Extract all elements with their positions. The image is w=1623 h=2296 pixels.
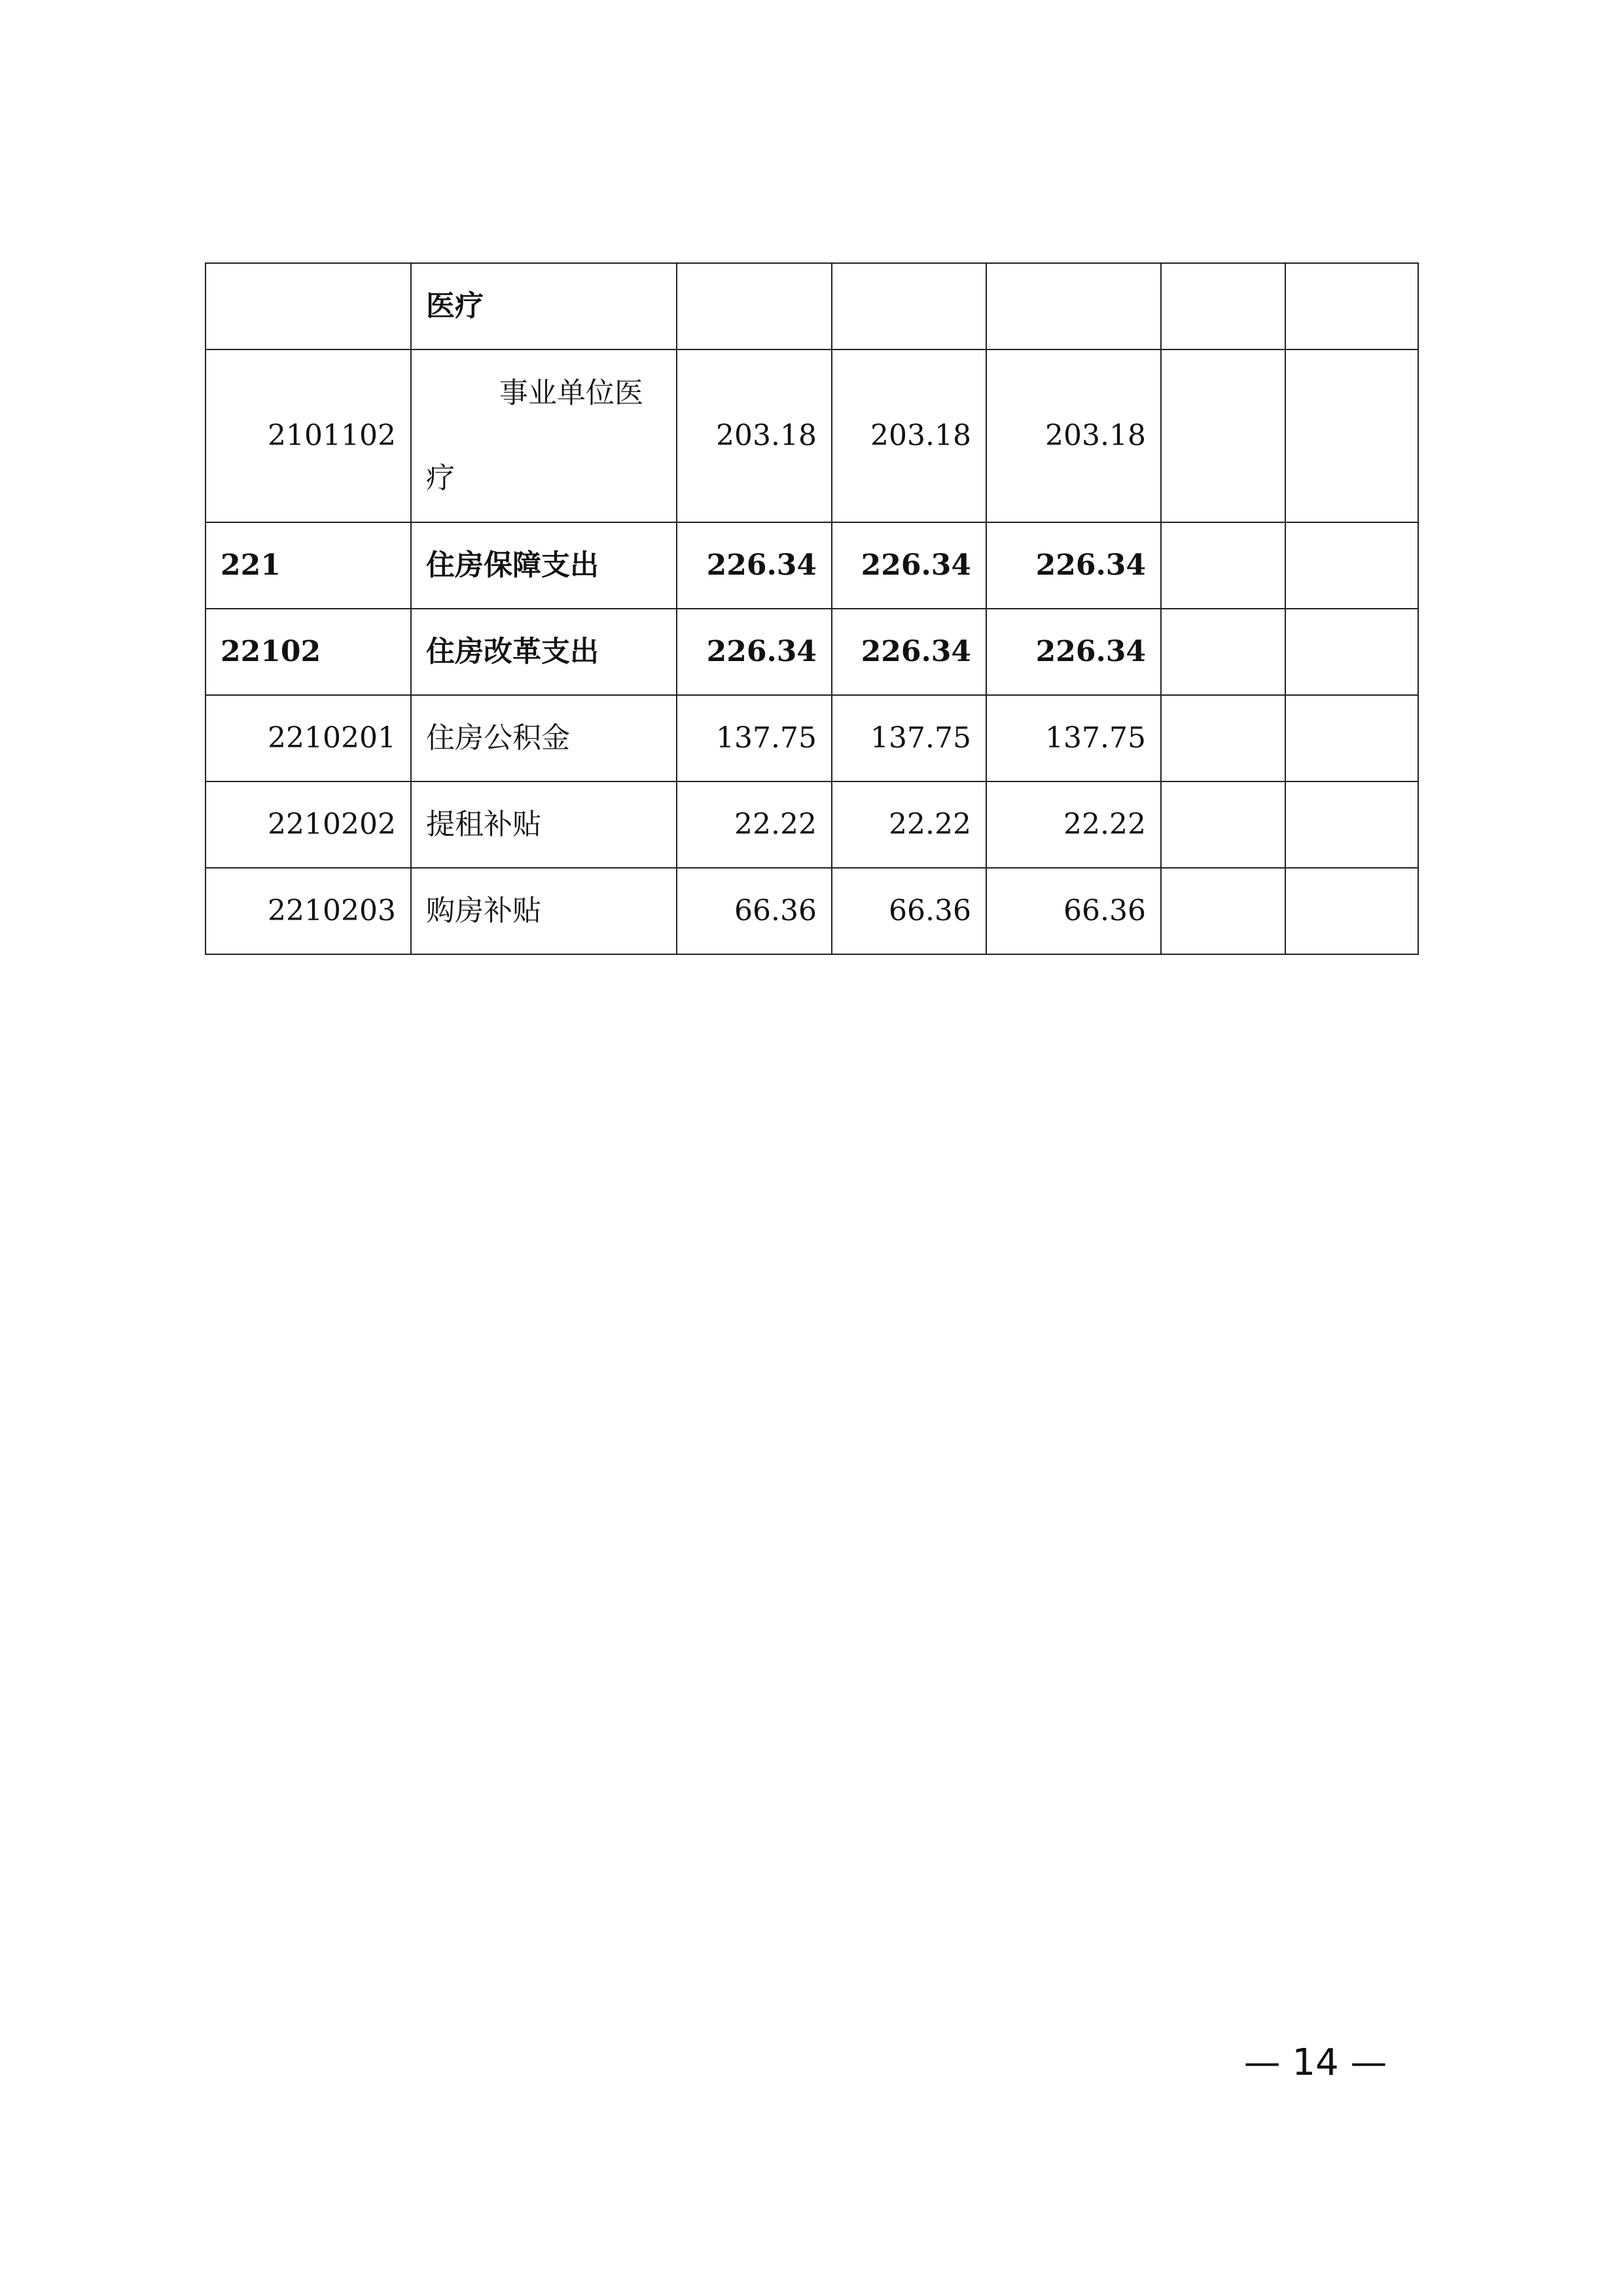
- cell-col6: [1161, 781, 1285, 868]
- cell-code: 2210201: [205, 695, 411, 781]
- table-row: [205, 695, 1418, 781]
- cell-col5: 66.36: [986, 868, 1161, 954]
- cell-col4: 226.34: [832, 609, 986, 695]
- cell-col6: [1161, 609, 1285, 695]
- cell-col4: 226.34: [832, 522, 986, 609]
- cell-col5: 226.34: [986, 609, 1161, 695]
- cell-col6: [1161, 695, 1285, 781]
- cell-col7: [1285, 781, 1418, 868]
- cell-col3: [677, 263, 832, 350]
- cell-col6: [1161, 350, 1285, 522]
- cell-name: 提租补贴: [411, 781, 677, 868]
- cell-code: [205, 263, 411, 350]
- cell-name: 住房改革支出: [411, 609, 677, 695]
- cell-col3: 203.18: [677, 350, 832, 522]
- cell-col3: 22.22: [677, 781, 832, 868]
- cell-name: 住房保障支出: [411, 522, 677, 609]
- cell-col6: [1161, 868, 1285, 954]
- cell-col4: 66.36: [832, 868, 986, 954]
- page-number: — 14 —: [1243, 2041, 1387, 2084]
- cell-col7: [1285, 263, 1418, 350]
- table-row: [205, 781, 1418, 868]
- cell-col7: [1285, 868, 1418, 954]
- table-row: [205, 522, 1418, 609]
- table-row: [205, 609, 1418, 695]
- cell-code: 2210203: [205, 868, 411, 954]
- cell-col5: 137.75: [986, 695, 1161, 781]
- cell-col7: [1285, 522, 1418, 609]
- cell-col3: 137.75: [677, 695, 832, 781]
- cell-name: 住房公积金: [411, 695, 677, 781]
- cell-col3: 226.34: [677, 609, 832, 695]
- cell-col4: 203.18: [832, 350, 986, 522]
- cell-name: 医疗: [411, 263, 677, 350]
- cell-col3: 66.36: [677, 868, 832, 954]
- cell-code: 221: [205, 522, 411, 609]
- cell-name: 购房补贴: [411, 868, 677, 954]
- cell-name-wrapped: [426, 351, 643, 521]
- cell-col5: 203.18: [986, 350, 1161, 522]
- table-row: [205, 350, 1418, 522]
- cell-col5: 22.22: [986, 781, 1161, 868]
- cell-name-line1: 事业单位医: [499, 376, 643, 410]
- cell-col3: 226.34: [677, 522, 832, 609]
- cell-col5: [986, 263, 1161, 350]
- budget-table: [205, 262, 1419, 955]
- cell-code: 2101102: [205, 350, 411, 522]
- cell-col4: [832, 263, 986, 350]
- cell-col7: [1285, 350, 1418, 522]
- cell-name: [411, 350, 677, 522]
- table-row-continued: [205, 263, 1418, 350]
- cell-col4: 22.22: [832, 781, 986, 868]
- cell-name-line2: 疗: [426, 461, 455, 495]
- cell-col7: [1285, 695, 1418, 781]
- cell-col7: [1285, 609, 1418, 695]
- cell-col6: [1161, 263, 1285, 350]
- cell-col4: 137.75: [832, 695, 986, 781]
- cell-col6: [1161, 522, 1285, 609]
- table-row: [205, 868, 1418, 954]
- cell-code: 22102: [205, 609, 411, 695]
- cell-code: 2210202: [205, 781, 411, 868]
- cell-col5: 226.34: [986, 522, 1161, 609]
